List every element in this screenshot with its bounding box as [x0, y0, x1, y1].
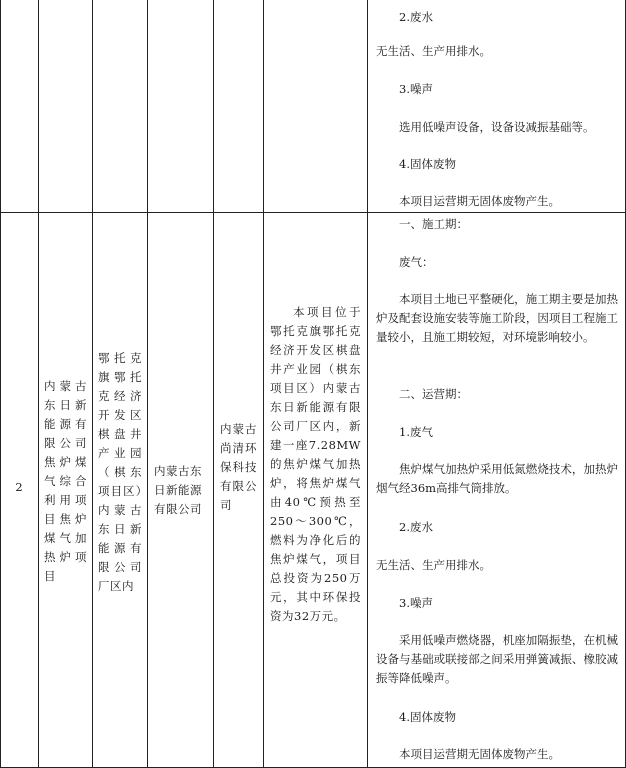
prev-solid-text: 本项目运营期无固体废物产生。 [399, 194, 560, 208]
project-location-cell: 鄂托克旗鄂托克经济开发区棋盘井产业园（棋东项目区）内蒙古东日新能源有限公司厂区内 [98, 351, 142, 593]
prev-solid-heading: 4.固体废物 [399, 157, 456, 171]
row-number: 2 [15, 480, 23, 494]
construction-heading: 一、施工期： [399, 217, 468, 231]
noise-text: 采用低噪声燃烧器，机座加隔振垫，在机械设备与基础或联接部之间采用弹簧减振、橡胶减振等降低噪声。 [376, 633, 618, 685]
prev-water-text: 无生活、生产用排水。 [376, 44, 491, 58]
solid-text: 本项目运营期无固体废物产生。 [399, 747, 560, 761]
prev-noise-text: 选用低噪声设备，设备设减振基础等。 [399, 120, 595, 134]
column-divider [147, 0, 148, 768]
gas-text: 焦炉煤气加热炉采用低氮燃烧技术，加热炉烟气经36m高排气筒排放。 [376, 462, 618, 495]
table-border-left [0, 0, 1, 768]
prev-water-heading: 2.废水 [399, 10, 433, 24]
gas-heading: 1.废气 [399, 425, 433, 439]
builder-unit-cell: 内蒙古东日新能源有限公司 [154, 464, 202, 516]
prev-noise-heading: 3.噪声 [399, 82, 433, 96]
water-heading: 2.废水 [399, 520, 433, 534]
project-scale-cell: 本项目位于鄂托克旗鄂托克经济开发区棋盘井产业园（棋东项目区）内蒙古东日新能源有限公司厂区内，新建一座7.28MW的焦炉煤气加热炉，将焦炉煤气由40℃预热至250～300℃，燃料为净化后的焦炉煤气，项目总投资为250万元，其中环保投资为32万元。 [270, 305, 361, 623]
water-text: 无生活、生产用排水。 [376, 558, 491, 572]
eia-unit-cell: 内蒙古尚清环保科技有限公司 [220, 422, 257, 512]
solid-heading: 4.固体废物 [399, 710, 456, 724]
project-name-cell: 内蒙古东日新能源有限公司焦炉煤气综合利用项目焦炉煤气加热炉项目 [44, 379, 87, 583]
construction-text: 本项目土地已平整硬化，施工期主要是加热炉及配套设施安装等施工阶段，因项目工程施工量较小，且施工期较短，对环境影响较小。 [376, 292, 618, 344]
construction-exhaust-heading: 废气： [399, 255, 434, 269]
operation-heading: 二、运营期： [399, 387, 468, 401]
row2-measures-cell [368, 213, 626, 767]
column-divider [213, 0, 214, 768]
prev-row-measures-cell [368, 0, 626, 212]
noise-heading: 3.噪声 [399, 596, 433, 610]
